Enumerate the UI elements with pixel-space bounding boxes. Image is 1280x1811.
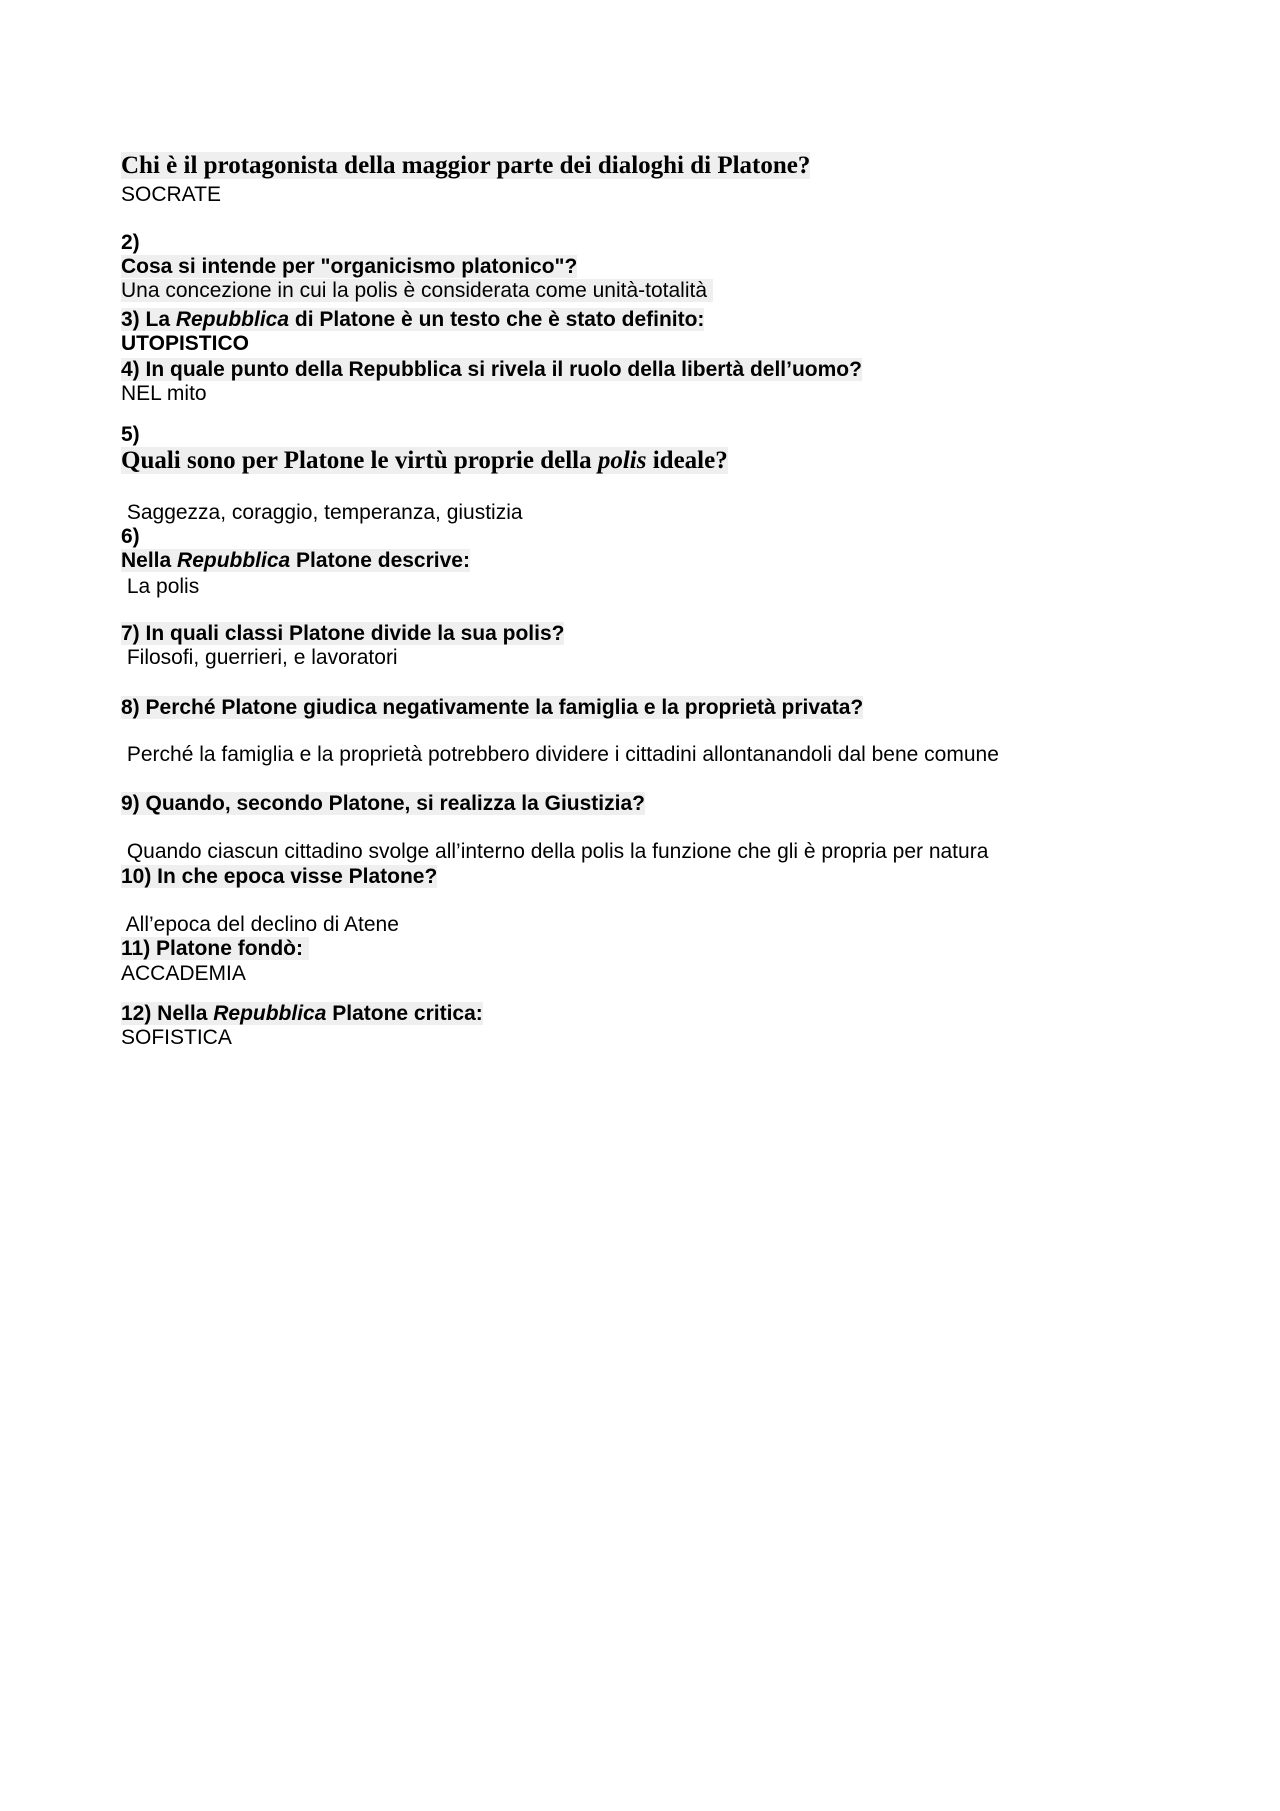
question-1: Chi è il protagonista della maggior parte dei dialoghi di Platone? <box>121 152 811 179</box>
question-12: 12) Nella Repubblica Platone critica: <box>121 1002 483 1025</box>
emphasis-polis: polis <box>597 447 647 474</box>
answer-2: Una concezione in cui la polis è considerata come unità-totalità <box>121 279 713 302</box>
question-2: Cosa si intende per "organicismo platonico"? <box>121 255 578 278</box>
question-6: Nella Repubblica Platone descrive: <box>121 549 470 572</box>
question-4: 4) In quale punto della Repubblica si rivela il ruolo della libertà dell’uomo? <box>121 358 862 381</box>
answer-6: La polis <box>121 575 200 598</box>
answer-11: ACCADEMIA <box>121 962 246 985</box>
answer-1: SOCRATE <box>121 183 221 206</box>
question-8: 8) Perché Platone giudica negativamente la famiglia e la proprietà privata? <box>121 696 864 719</box>
question-11: 11) Platone fondò: <box>121 937 309 960</box>
question-6-number: 6) <box>121 525 140 548</box>
answer-9: Quando ciascun cittadino svolge all’interno della polis la funzione che gli è propria per natura <box>121 840 989 863</box>
answer-4: NEL mito <box>121 382 207 405</box>
answer-12: SOFISTICA <box>121 1026 232 1049</box>
answer-5: Saggezza, coraggio, temperanza, giustizia <box>121 501 523 524</box>
question-2-number: 2) <box>121 231 140 254</box>
emphasis-repubblica: Repubblica <box>213 1002 327 1025</box>
answer-7: Filosofi, guerrieri, e lavoratori <box>121 646 398 669</box>
emphasis-repubblica: Repubblica <box>175 308 290 331</box>
question-9: 9) Quando, secondo Platone, si realizza la Giustizia? <box>121 792 645 815</box>
question-5: Quali sono per Platone le virtù proprie della polis ideale? <box>121 447 728 474</box>
question-10: 10) In che epoca visse Platone? <box>121 865 438 888</box>
question-7: 7) In quali classi Platone divide la sua polis? <box>121 622 565 645</box>
question-5-number: 5) <box>121 423 140 446</box>
question-3: 3) La Repubblica di Platone è un testo che è stato definito: <box>121 308 705 331</box>
emphasis-repubblica: Repubblica <box>177 549 291 572</box>
answer-8: Perché la famiglia e la proprietà potrebbero dividere i cittadini allontanandoli dal bene comune <box>121 743 999 766</box>
answer-3: UTOPISTICO <box>121 332 249 355</box>
answer-10: All’epoca del declino di Atene <box>121 913 399 936</box>
